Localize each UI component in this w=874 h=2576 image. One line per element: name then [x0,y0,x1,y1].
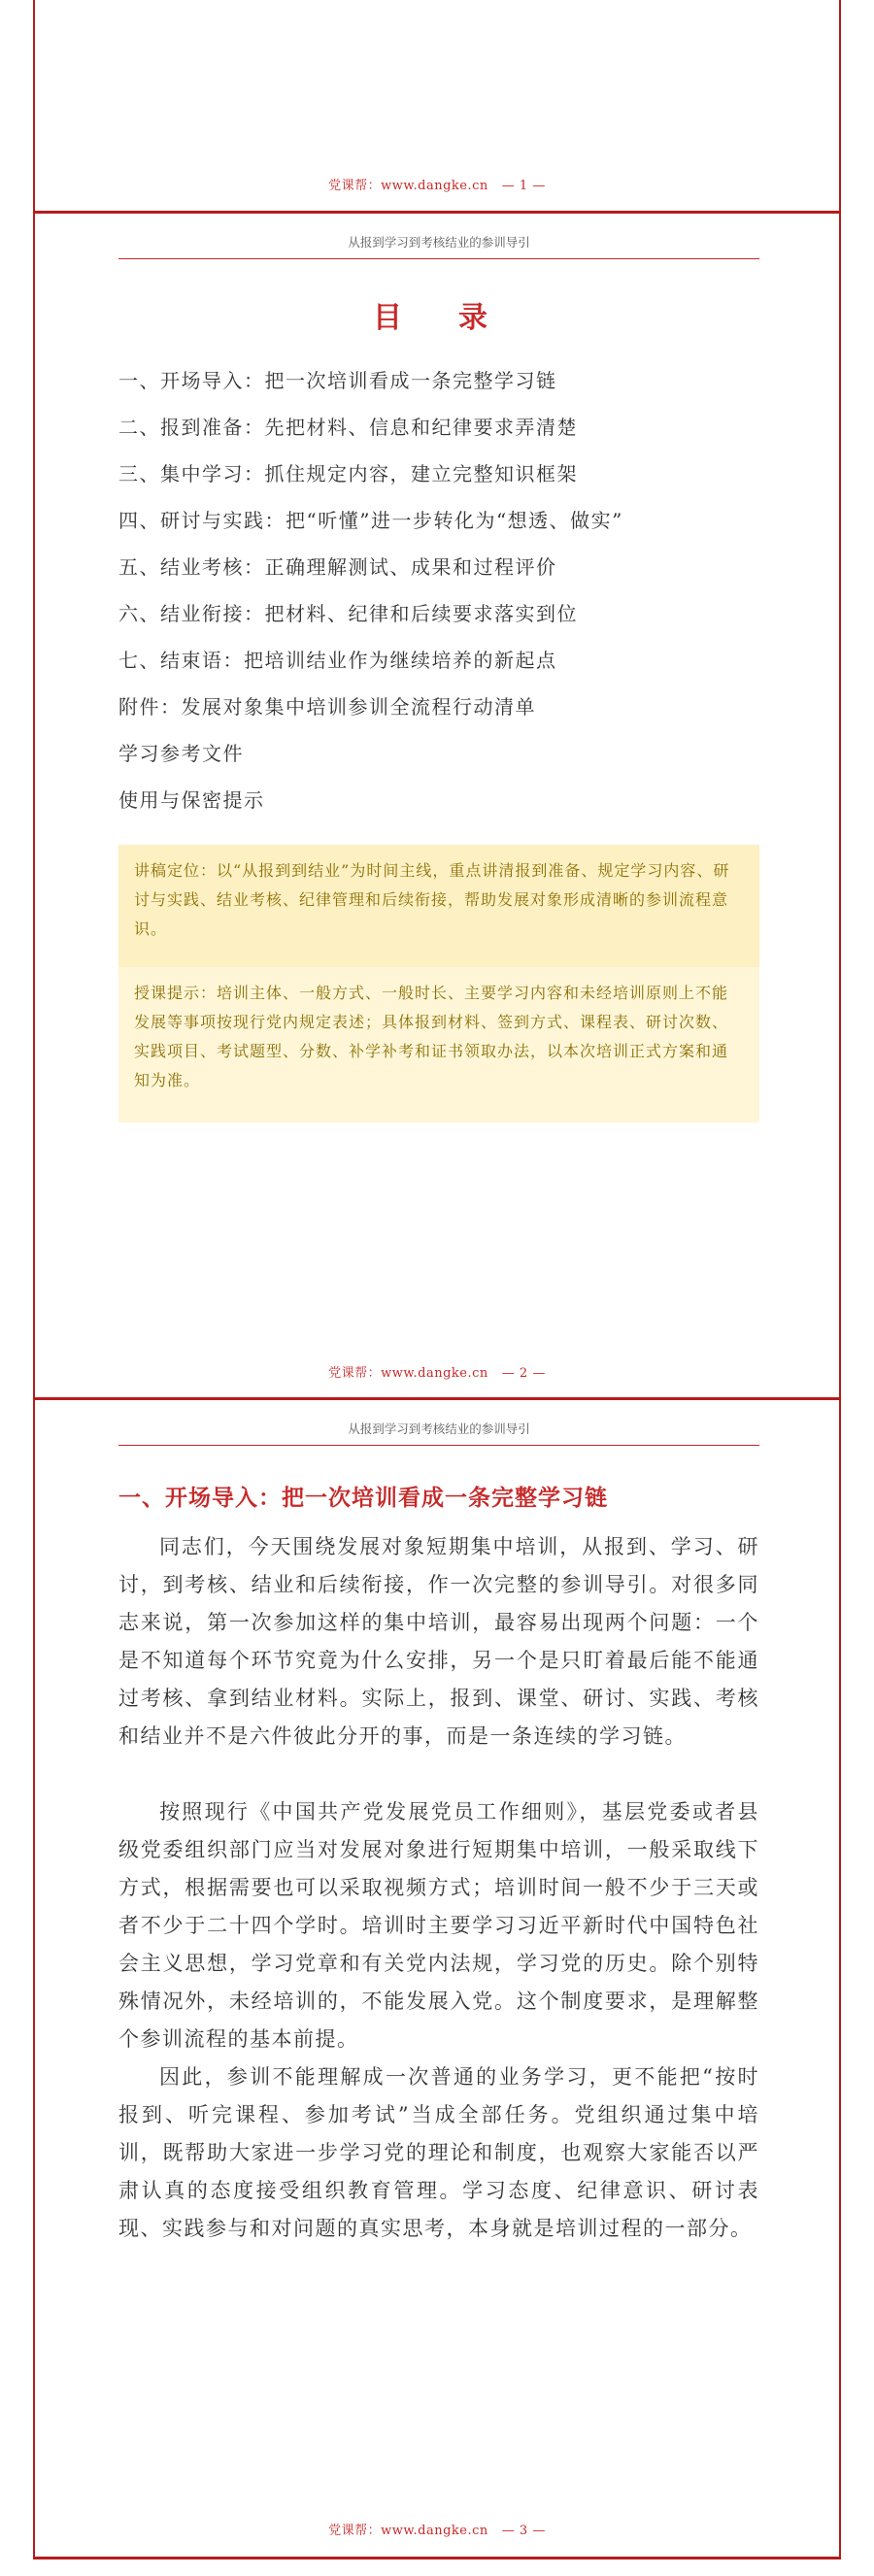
toc-item[interactable]: 三、集中学习：抓住规定内容，建立完整知识框架 [118,462,578,485]
footer-page-number: — 1 — [501,179,546,193]
header-rule [118,258,759,259]
toc-item[interactable]: 五、结业考核：正确理解测试、成果和过程评价 [118,555,557,579]
toc-item[interactable]: 附件：发展对象集中培训参训全流程行动清单 [118,695,536,719]
page-divider [33,2557,841,2559]
footer-site-label: 党课帮：www.dangke.cn [328,1366,488,1381]
page-footer [35,1362,839,1381]
footer-site-label: 党课帮：www.dangke.cn [328,179,488,193]
toc-item[interactable]: 使用与保密提示 [118,788,265,812]
footer-page-number: — 2 — [501,1366,546,1381]
toc-item[interactable]: 七、结束语：把培训结业作为继续培养的新起点 [118,649,557,672]
page-3 [33,1400,841,2558]
note-positioning: 讲稿定位：以“从报到到结业”为时间主线，重点讲清报到准备、规定学习内容、研讨与实践、结业考核、纪律管理和后续衔接，帮助发展对象形成清晰的参训流程意识。 [118,845,759,967]
page-1 [33,0,841,212]
running-head: 从报到学习到考核结业的参训导引 [348,1422,530,1436]
toc-item[interactable]: 学习参考文件 [118,742,244,765]
body-paragraph: 同志们，今天围绕发展对象短期集中培训，从报到、学习、研讨，到考核、结业和后续衔接，作一次完整的参训导引。对很多同志来说，第一次参加这样的集中培训，最容易出现两个问题：一个是不知道每个环节究竟为什么安排，另一个是只盯着最后能不能通过考核、拿到结业材料。实际上，报到、课堂、研讨、实践、考核和结业并不是六件彼此分开的事，而是一条连续的学习链。 [118,1535,759,1748]
page-footer [35,175,839,193]
toc-item[interactable]: 一、开场导入：把一次培训看成一条完整学习链 [118,369,557,392]
section-title: 一、开场导入：把一次培训看成一条完整学习链 [118,1486,608,1511]
footer-site-label: 党课帮：www.dangke.cn [328,2524,488,2538]
body-paragraph: 按照现行《中国共产党发展党员工作细则》，基层党委或者县级党委组织部门应当对发展对象进行短期集中培训，一般采取线下方式，根据需要也可以采取视频方式；培训时间一般不少于三天或者不少于二十四个学时。培训时主要学习习近平新时代中国特色社会主义思想，学习党章和有关党内法规，学习党的历史。除个别特殊情况外，未经培训的，不能发展入党。这个制度要求，是理解整个参训流程的基本前提。 [118,1800,759,2051]
toc-title: 目 录 [373,301,501,335]
page-footer [35,2520,839,2538]
note-teaching: 授课提示：培训主体、一般方式、一般时长、主要学习内容和未经培训原则上不能发展等事项按现行党内规定表述；具体报到材料、签到方式、课程表、研讨次数、实践项目、考试题型、分数、补学补考和证书领取办法，以本次培训正式方案和通知为准。 [118,967,759,1122]
body-paragraph: 因此，参训不能理解成一次普通的业务学习，更不能把“按时报到、听完课程、参加考试”当成全部任务。党组织通过集中培训，既帮助大家进一步学习党的理论和制度，也观察大家能否以严肃认真的态度接受组织教育管理。学习态度、纪律意识、研讨表现、实践参与和对问题的真实思考，本身就是培训过程的一部分。 [118,2065,759,2240]
running-head: 从报到学习到考核结业的参训导引 [348,235,530,250]
toc-item[interactable]: 四、研讨与实践：把“听懂”进一步转化为“想透、做实” [118,509,623,532]
toc-item[interactable]: 六、结业衔接：把材料、纪律和后续要求落实到位 [118,602,578,625]
header-rule [118,1445,759,1446]
toc-list [118,357,779,823]
toc-item[interactable]: 二、报到准备：先把材料、信息和纪律要求弄清楚 [118,416,578,439]
page-2 [33,214,841,1398]
footer-page-number: — 3 — [501,2524,546,2538]
